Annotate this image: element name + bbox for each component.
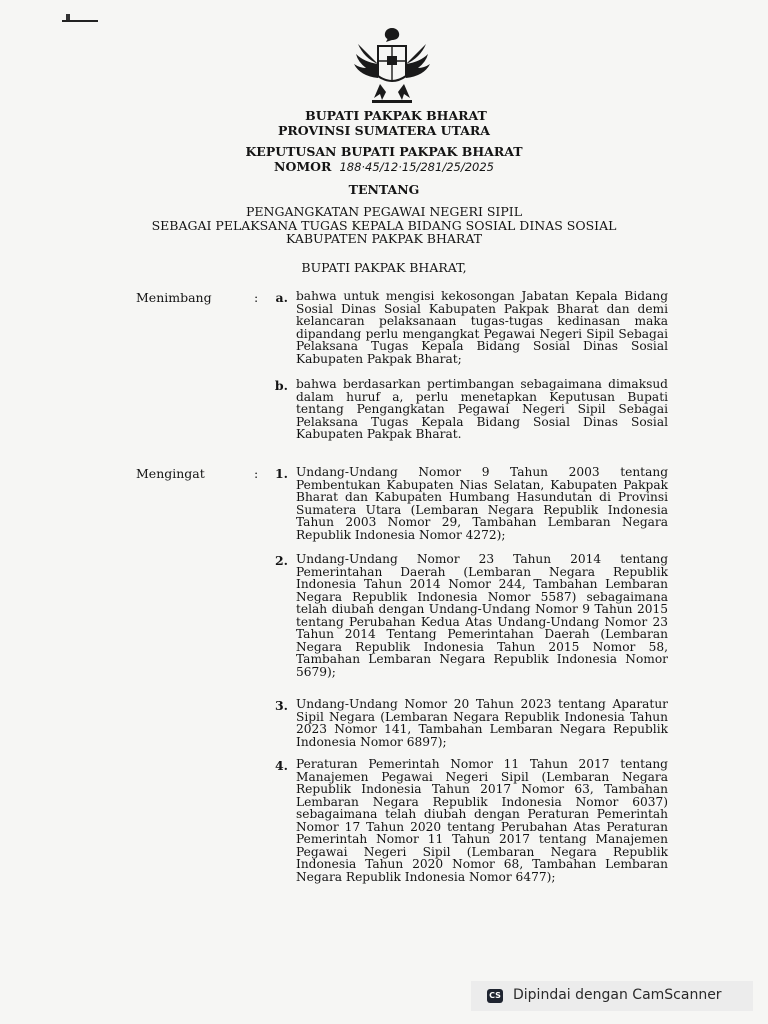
item-text: Undang-Undang Nomor 23 Tahun 2014 tentang Pemerintahan Daerah (Lembaran Negara Republik Indonesia Tahun 2014 Nomor 244, Tambahan Lembaran Negara Republik Indonesia Nomor 5587) sebagaimana telah diubah dengan Undang-Undang Nomor 9 Tahun 2015 tentang Perubahan Kedua Atas Undang-Undang Nomor 23 Tahun 2014 Tentang Pemerintahan Daerah (Lembaran Negara Republik Indonesia Tahun 2015 Nomor 58, Tambahan Lembaran Negara Republik Indonesia Nomor 5679); [296, 552, 668, 679]
scan-mark [62, 20, 98, 22]
item-marker: a. [275, 290, 288, 305]
watermark-text: Dipindai dengan CamScanner [513, 987, 722, 1003]
item-marker: 4. [274, 758, 288, 773]
mengingat-colon: : [254, 466, 259, 481]
subject-line: SEBAGAI PELAKSANA TUGAS KEPALA BIDANG SOSIAL DINAS SOSIAL [151, 217, 617, 233]
decree-block [0, 144, 768, 175]
office-title: BUPATI PAKPAK BHARAT [305, 108, 487, 123]
item-marker: 2. [274, 553, 288, 568]
mengingat-label: Mengingat [136, 466, 205, 481]
decree-number [0, 159, 768, 175]
camscanner-watermark [471, 981, 753, 1011]
issuer-line: BUPATI PAKPAK BHARAT, [301, 260, 467, 275]
item-marker: 3. [274, 698, 288, 713]
number-value: 188·45/12·15/281/25/2025 [339, 160, 494, 174]
item-text: Undang-Undang Nomor 20 Tahun 2023 tentang Aparatur Sipil Negara (Lembaran Negara Republik Indonesia Tahun 2023 Nomor 141, Tambahan Lembaran Negara Republik Indonesia Nomor 6897); [296, 697, 668, 749]
menimbang-label: Menimbang [136, 290, 212, 305]
province-title: PROVINSI SUMATERA UTARA [277, 123, 490, 138]
scan-mark-tick [66, 14, 70, 20]
item-marker: 1. [274, 466, 288, 481]
subject-line: KABUPATEN PAKPAK BHARAT [286, 231, 482, 246]
about-heading: TENTANG [348, 182, 420, 197]
item-text: bahwa untuk mengisi kekosongan Jabatan Kepala Bidang Sosial Dinas Sosial Kabupaten Pakpak Bharat dan demi kelancaran pelaksanaan tugas-tugas kedinasan maka dipandang perlu mengangkat Pegawai Negeri Sipil Sebagai Pelaksana Tugas Kepala Bidang Sosial Dinas Sosial Kabupaten Pakpak Bharat; [296, 289, 668, 366]
garuda-emblem-icon [348, 24, 436, 108]
item-text: bahwa berdasarkan pertimbangan sebagaimana dimaksud dalam huruf a, perlu menetapkan Keputusan Bupati tentang Pengangkatan Pegawai Negeri Sipil Sebagai Pelaksana Tugas Kepala Bidang Sosial Dinas Sosial Kabupaten Pakpak Bharat. [296, 377, 668, 441]
item-text: Peraturan Pemerintah Nomor 11 Tahun 2017 tentang Manajemen Pegawai Negeri Sipil (Lembaran Negara Republik Indonesia Tahun 2017 Nomor 63, Tambahan Lembaran Negara Republik Indonesia Nomor 6037) sebagaimana telah diubah dengan Peraturan Pemerintah Nomor 17 Tahun 2020 tentang Perubahan Atas Peraturan Pemerintah Nomor 11 Tahun 2017 tentang Manajemen Pegawai Negeri Sipil (Lembaran Negara Republik Indonesia Tahun 2020 Nomor 68, Tambahan Lembaran Negara Republik Indonesia Nomor 6477); [296, 757, 668, 884]
camscanner-icon: CS [487, 989, 503, 1003]
subject-line: PENGANGKATAN PEGAWAI NEGERI SIPIL [245, 204, 523, 219]
decree-title: KEPUTUSAN BUPATI PAKPAK BHARAT [245, 144, 523, 159]
menimbang-colon: : [254, 290, 259, 305]
item-text: Undang-Undang Nomor 9 Tahun 2003 tentang Pembentukan Kabupaten Nias Selatan, Kabupaten Pakpak Bharat dan Kabupaten Humbang Hasundutan di Provinsi Sumatera Utara (Lembaran Negara Republik Indonesia Tahun 2003 Nomor 29, Tambahan Lembaran Negara Republik Indonesia Nomor 4272); [296, 465, 668, 542]
item-marker: b. [274, 378, 288, 393]
header-block [0, 108, 768, 138]
subject-block [0, 205, 768, 246]
number-label: NOMOR [274, 159, 332, 174]
